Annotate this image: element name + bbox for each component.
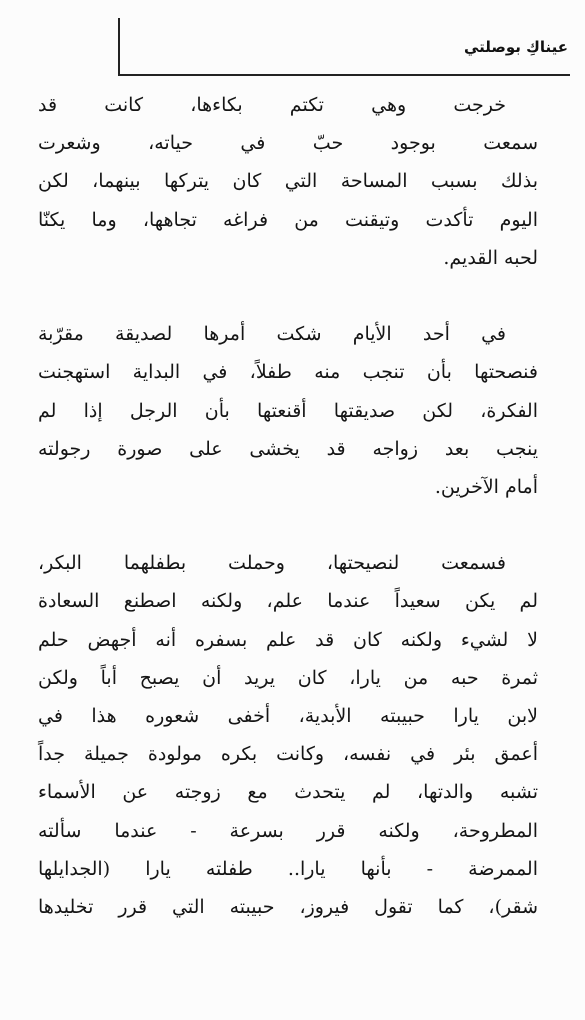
paragraph: [38, 315, 538, 506]
text-line: اليوم تأكدت وتيقنت من فراغه تجاهها، وما يكنّا: [38, 208, 538, 231]
text-line: في أحد الأيام شكت أمرها لصديقة مقرّبة: [38, 323, 506, 346]
text-line: المطروحة، ولكنه قرر بسرعة - عندما سألته: [38, 819, 538, 842]
text-line: لابن يارا حبيبته الأبدية، أخفى شعوره هذا في: [38, 705, 538, 727]
paragraph-gap: [38, 506, 538, 544]
text-line: لحبه القديم.: [443, 246, 538, 269]
text-line: الفكرة، لكن صديقتها أقنعتها بأن الرجل إذا لم: [38, 399, 538, 422]
text-line: الممرضة - بأنها يارا.. طفلته يارا (الجدايلها: [38, 857, 538, 880]
text-line: ينجب بعد زواجه قد يخشى على صورة رجولته: [38, 437, 538, 460]
text-line: أعمق بئر في نفسه، وكانت بكره مولودة جميلة جداً: [38, 743, 538, 766]
text-line: لم يكن سعيداً عندما علم، ولكنه اصطنع السعادة: [38, 590, 538, 613]
text-line: فسمعت لنصيحتها، وحملت بطفلهما البكر،: [38, 552, 506, 575]
chapter-title: عيناكِ بوصلتي: [463, 38, 568, 56]
paragraph-gap: [38, 277, 538, 315]
paragraph: [38, 544, 538, 926]
text-line: ثمرة حبه من يارا، كان يريد أن يصبح أباً ولكن: [38, 666, 538, 689]
running-header: [118, 18, 570, 76]
text-line: فنصحتها بأن تنجب منه طفلاً، في البداية استهجنت: [38, 361, 538, 384]
text-line: أمام الآخرين.: [434, 475, 538, 498]
paragraph: [38, 86, 538, 277]
text-line: خرجت وهي تكتم بكاءها، كانت قد: [38, 94, 506, 116]
text-line: تشبه والدتها، لم يتحدث مع زوجته عن الأسماء: [38, 781, 538, 804]
text-line: شقر)، كما تقول فيروز، حبيبته التي قرر تخليدها: [38, 895, 538, 918]
text-line: بذلك بسبب المساحة التي كان يتركها بينهما، لكن: [38, 170, 538, 193]
text-line: لا لشيء ولكنه كان قد علم بسفره أنه أجهض حلم: [38, 628, 538, 651]
text-line: سمعت بوجود حبّ في حياته، وشعرت: [38, 132, 538, 155]
body-text: [38, 86, 538, 926]
